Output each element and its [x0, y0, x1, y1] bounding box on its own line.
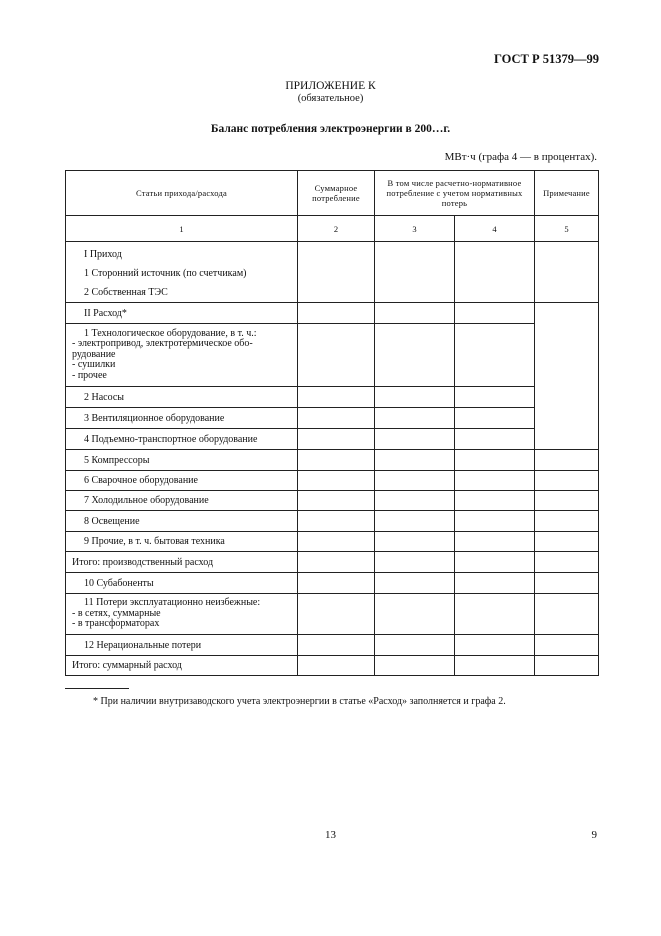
- table-row: [66, 594, 599, 635]
- column-number-row: [66, 216, 599, 242]
- sheet-number: 9: [591, 829, 597, 841]
- table-row: 2 Насосы: [66, 387, 599, 408]
- table-row: 7 Холодильное оборудование: [66, 491, 599, 511]
- table-row: 6 Сварочное оборудование: [66, 471, 599, 491]
- footnote-divider: [65, 688, 129, 689]
- table-row: 8 Освещение: [66, 511, 599, 532]
- table-row: 3 Вентиляционное оборудование: [66, 408, 599, 429]
- table-row: 9 Прочие, в т. ч. бытовая техника: [66, 532, 599, 552]
- table-row: [66, 242, 599, 303]
- header-notes: Примечание: [535, 171, 599, 216]
- table-row: Итого: производственный расход: [66, 552, 599, 573]
- appendix-status: (обязательное): [297, 93, 364, 104]
- table-row: 4 Подъемно-транспортное оборудование: [66, 429, 599, 450]
- row-label-losses: 11 Потери эксплуатационно неизбежные: - в сетях, суммарные - в трансформаторах: [66, 594, 298, 635]
- header-normative: В том числе расчетно-нормативное потребление с учетом нормативных потерь: [375, 171, 535, 216]
- footnote: * При наличии внутризаводского учета электроэнергии в статье «Расход» заполняется и графа 2.: [93, 696, 506, 707]
- row-label-income: [66, 242, 298, 303]
- table-header-row: [66, 171, 599, 216]
- table-row: 5 Компрессоры: [66, 450, 599, 471]
- col-number: 1: [66, 216, 298, 242]
- expense-heading: II Расход*: [84, 307, 127, 319]
- table-row: Итого: суммарный расход: [66, 656, 599, 676]
- col-number: 5: [535, 216, 599, 242]
- table-row: 12 Нерациональные потери: [66, 635, 599, 656]
- appendix-label: ПРИЛОЖЕНИЕ К: [285, 80, 376, 92]
- header-total-consumption: Суммарное потребление: [298, 171, 375, 216]
- header-items: Статьи прихода/расхода: [66, 171, 298, 216]
- income-external-source: 1 Сторонний источник (по счетчикам): [84, 267, 247, 279]
- table-row: [66, 324, 599, 387]
- page-number: 13: [325, 829, 336, 841]
- col-number: 2: [298, 216, 375, 242]
- balance-table: [65, 170, 599, 676]
- col-number: 3: [375, 216, 455, 242]
- income-own-tps: 2 Собственная ТЭС: [84, 286, 168, 298]
- units-note: МВт·ч (графа 4 — в процентах).: [444, 151, 597, 163]
- table-title: Баланс потребления электроэнергии в 200…г.: [210, 123, 451, 135]
- document-code: ГОСТ Р 51379—99: [493, 52, 599, 66]
- income-heading: I Приход: [84, 248, 122, 260]
- notes-merged-cell: [535, 303, 599, 450]
- row-label-tech: 1 Технологическое оборудование, в т. ч.: - электропривод, электротермическое обо- рудование - сушилки - прочее: [66, 324, 298, 387]
- table-row: [66, 303, 599, 324]
- table-row: 10 Субабоненты: [66, 573, 599, 594]
- col-number: 4: [455, 216, 535, 242]
